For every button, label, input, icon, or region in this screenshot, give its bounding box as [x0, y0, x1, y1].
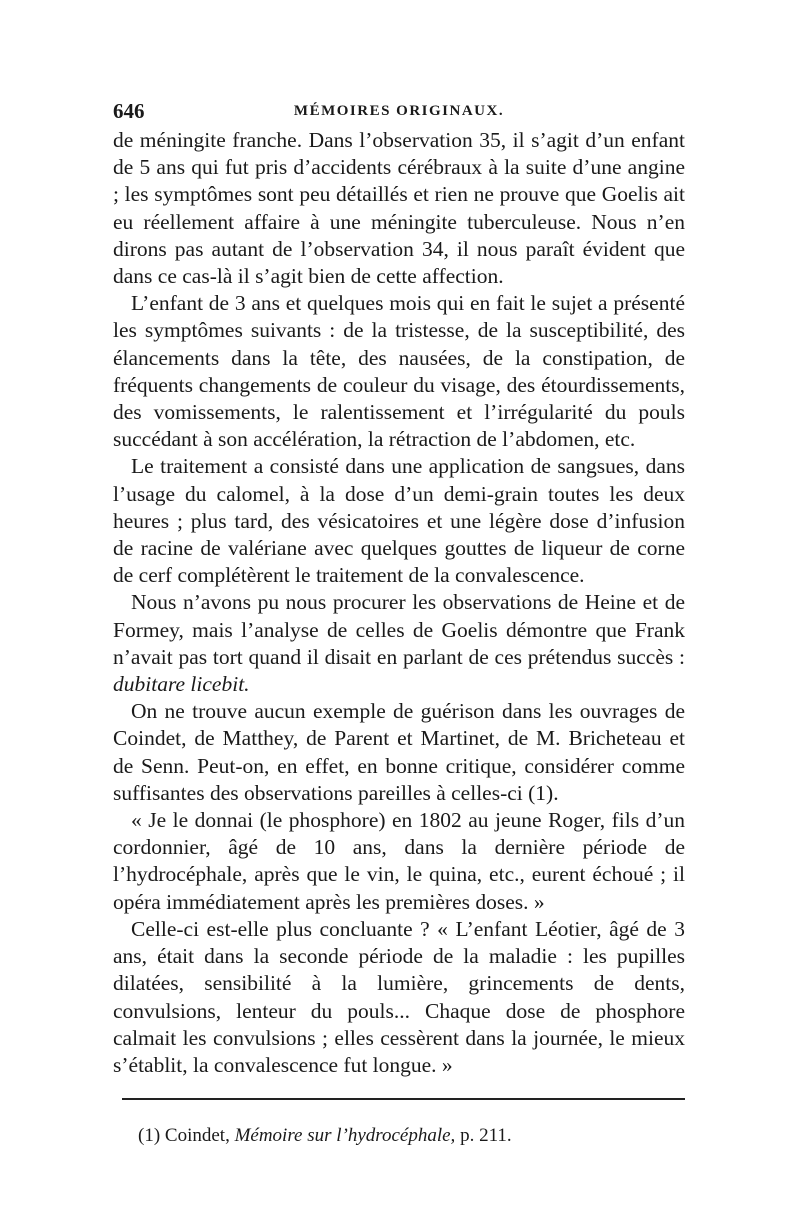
paragraph-frank — [113, 589, 685, 698]
quote-leotier: Celle-ci est-elle plus concluante ? « L’enfant Léotier, âgé de 3 ans, était dans la seconde période de la maladie : les pupilles dilatées, sensibilité à la lumière, grincements de dents, convulsions, lenteur du pouls... Chaque dose de phosphore calmait les convulsions ; elles cessèrent dans la journée, le mieux s’établit, la convalescence fut longue. » — [113, 916, 685, 1077]
footnote-title: Mémoire sur l’hydrocéphale, — [234, 1125, 456, 1146]
paragraph-treatment: Le traitement a consisté dans une application de sangsues, dans l’usage du calomel, à la dose d’un demi-grain toutes les deux heures ; plus tard, des vésicatoires et une légère dose d’infusion de racine de valériane avec quelques gouttes de liqueur de corne de cerf complétèrent le traitement de la convalescence. — [113, 454, 685, 588]
quote-roger: « Je le donnai (le phosphore) en 1802 au jeune Roger, fils d’un cordonnier, âgé de 10 ans, dans la dernière période de l’hydrocéphale, après que le vin, le quina, etc., eurent échoué ; il opéra immédiatement après les premières doses. » — [113, 808, 685, 914]
paragraph-no-cure: On ne trouve aucun exemple de guérison dans les ouvrages de Coindet, de Matthey, de Parent et Martinet, de M. Bricheteau et de Senn. Peut-on, en effet, en bonne critique, considérer comme suffisantes des observations pareilles à celles-ci (1). — [113, 699, 685, 805]
footnote-divider — [122, 1098, 685, 1100]
paragraph-symptoms: L’enfant de 3 ans et quelques mois qui en fait le sujet a présenté les symptômes suivants : de la tristesse, de la susceptibilité, des élancements dans la tête, des nausées, de la constipation, de fréquents changements de couleur du visage, des étourdissements, des vomissements, le ralentissement et l’irrégularité du pouls succédant à son accélération, la rétraction de l’abdomen, etc. — [113, 291, 685, 452]
footnote-page: p. 211. — [460, 1125, 512, 1146]
paragraph-continued: de méningite franche. Dans l’observation 35, il s’agit d’un enfant de 5 ans qui fut pris d’accidents cérébraux à la suite d’une angine ; les symptômes sont peu détaillés et rien ne prouve que Goelis ait eu réellement affaire à une méningite tuberculeuse. Nous n’en dirons pas autant de l’observation 34, il nous paraît évident que dans ce cas-là il s’agit bien de cette affection. — [113, 128, 685, 289]
running-head: MÉMOIRES ORIGINAUX. — [293, 103, 505, 119]
footnote-marker: (1) — [138, 1125, 161, 1146]
page-header — [113, 98, 685, 124]
body-text — [113, 127, 685, 1079]
footnote-author: Coindet, — [164, 1125, 230, 1146]
paragraph-frank-text: Nous n’avons pu nous procurer les observations de Heine et de Formey, mais l’analyse de celles de Goelis démontre que Frank n’avait pas tort quand il disait en parlant de ces prétendus succès : — [113, 590, 685, 669]
page-number: 646 — [113, 99, 145, 123]
latin-quote: dubitare licebit. — [113, 672, 250, 697]
footnote — [138, 1124, 678, 1148]
